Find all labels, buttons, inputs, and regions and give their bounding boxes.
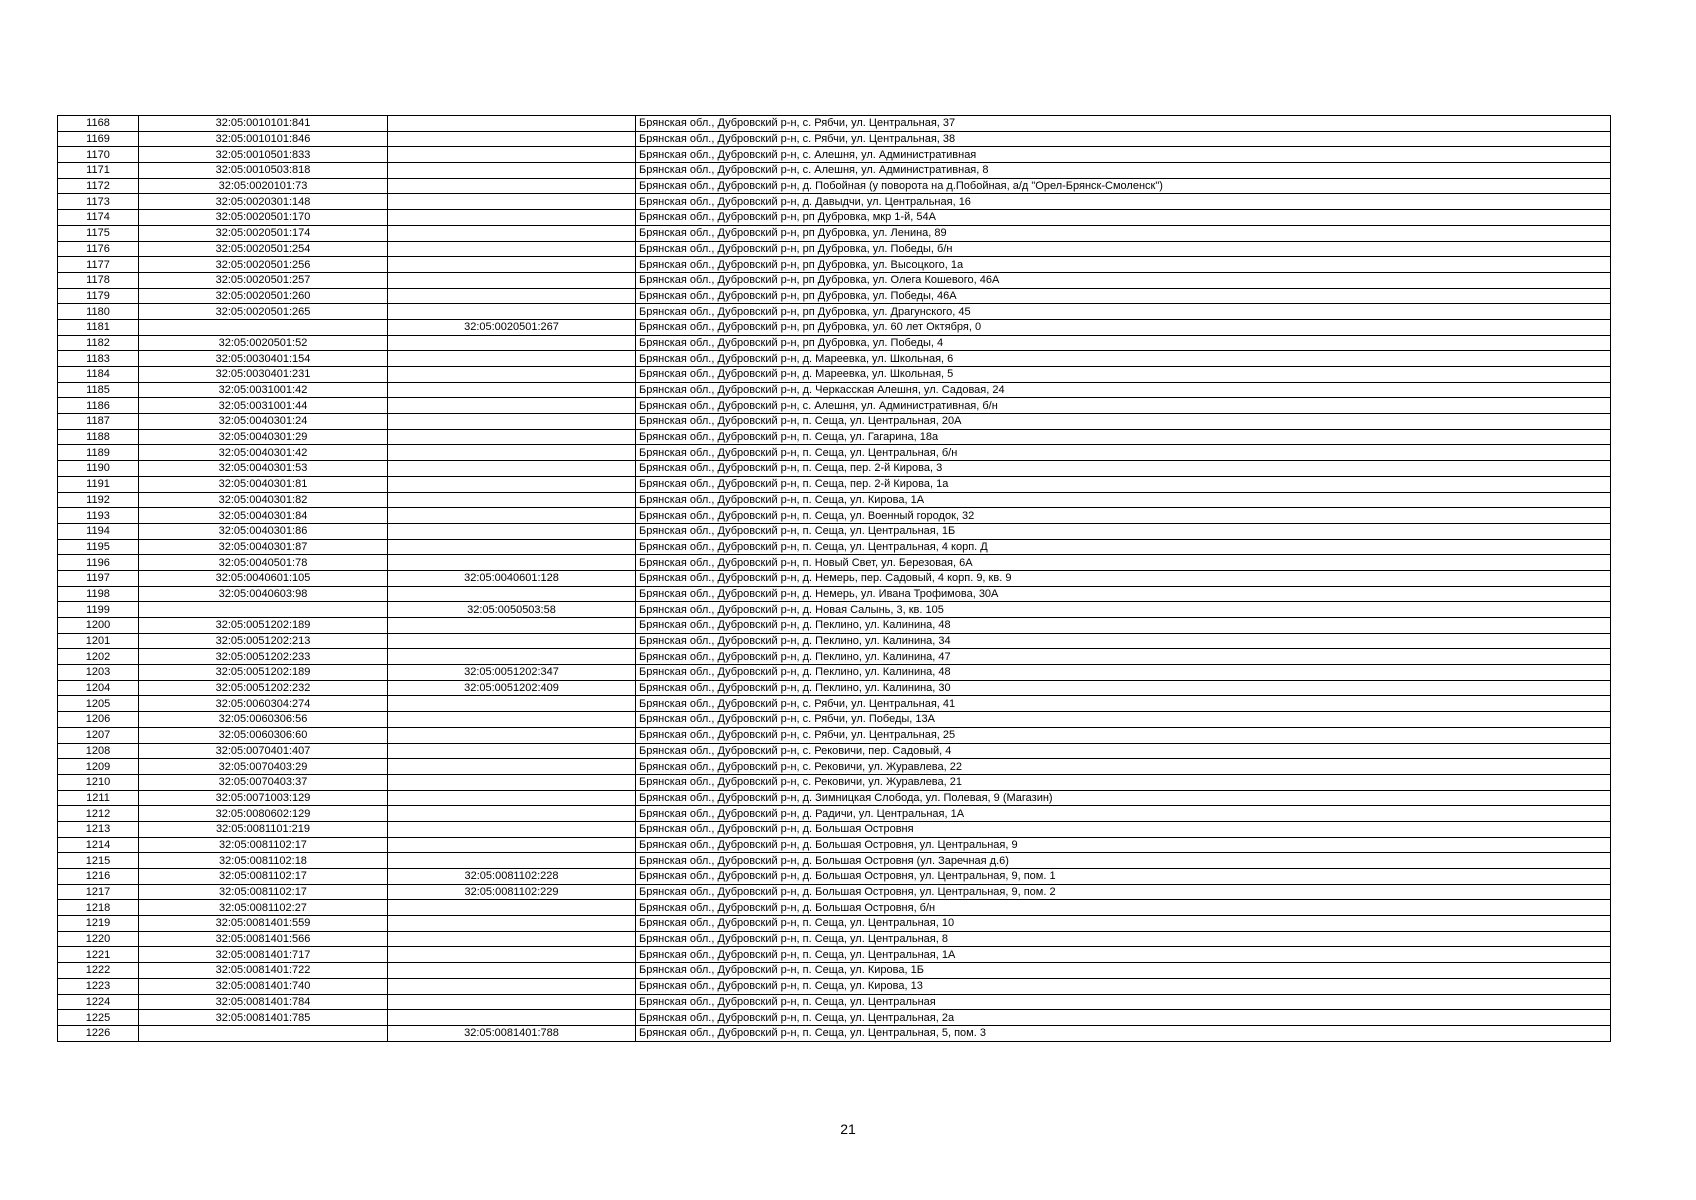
cadastral-number-cell: 32:05:0020501:174 [139, 225, 388, 241]
cadastral-number-cell: 32:05:0081401:785 [139, 1010, 388, 1026]
row-number-cell: 1192 [58, 492, 139, 508]
table-row [58, 900, 1611, 916]
row-number-cell: 1187 [58, 414, 139, 430]
related-cadastral-number-cell [388, 916, 636, 932]
address-cell: Брянская обл., Дубровский р-н, рп Дубровка, ул. Олега Кошевого, 46А [636, 272, 1611, 288]
address-cell: Брянская обл., Дубровский р-н, с. Рябчи, ул. Центральная, 25 [636, 727, 1611, 743]
row-number-cell: 1225 [58, 1010, 139, 1026]
table-row [58, 759, 1611, 775]
related-cadastral-number-cell [388, 633, 636, 649]
related-cadastral-number-cell: 32:05:0050503:58 [388, 602, 636, 618]
row-number-cell: 1220 [58, 931, 139, 947]
table-row [58, 821, 1611, 837]
address-cell: Брянская обл., Дубровский р-н, д. Большая Островня (ул. Заречная д.6) [636, 853, 1611, 869]
related-cadastral-number-cell [388, 288, 636, 304]
related-cadastral-number-cell [388, 178, 636, 194]
table-row [58, 147, 1611, 163]
cadastral-number-cell: 32:05:0081401:784 [139, 994, 388, 1010]
table-row [58, 476, 1611, 492]
cadastral-number-cell: 32:05:0010101:841 [139, 116, 388, 132]
address-cell: Брянская обл., Дубровский р-н, д. Пеклино, ул. Калинина, 30 [636, 680, 1611, 696]
related-cadastral-number-cell [388, 555, 636, 571]
address-cell: Брянская обл., Дубровский р-н, рп Дубровка, ул. Высоцкого, 1а [636, 257, 1611, 273]
cadastral-number-cell: 32:05:0071003:129 [139, 790, 388, 806]
related-cadastral-number-cell [388, 476, 636, 492]
address-cell: Брянская обл., Дубровский р-н, п. Сеща, ул. Кирова, 1А [636, 492, 1611, 508]
cadastral-number-cell: 32:05:0051202:233 [139, 649, 388, 665]
address-cell: Брянская обл., Дубровский р-н, д. Черкасская Алешня, ул. Садовая, 24 [636, 382, 1611, 398]
cadastral-number-cell: 32:05:0020501:256 [139, 257, 388, 273]
table-row [58, 853, 1611, 869]
cadastral-number-cell: 32:05:0070403:29 [139, 759, 388, 775]
related-cadastral-number-cell: 32:05:0040601:128 [388, 570, 636, 586]
related-cadastral-number-cell [388, 304, 636, 320]
cadastral-number-cell: 32:05:0081401:740 [139, 978, 388, 994]
related-cadastral-number-cell [388, 806, 636, 822]
related-cadastral-number-cell [388, 335, 636, 351]
cadastral-number-cell: 32:05:0020501:170 [139, 210, 388, 226]
address-cell: Брянская обл., Дубровский р-н, п. Сеща, ул. Кирова, 1Б [636, 963, 1611, 979]
cadastral-number-cell: 32:05:0081401:722 [139, 963, 388, 979]
table-row [58, 1010, 1611, 1026]
property-table-body [58, 116, 1611, 1042]
related-cadastral-number-cell [388, 759, 636, 775]
cadastral-number-cell: 32:05:0070403:37 [139, 774, 388, 790]
cadastral-number-cell: 32:05:0081102:18 [139, 853, 388, 869]
address-cell: Брянская обл., Дубровский р-н, п. Сеща, ул. Кирова, 13 [636, 978, 1611, 994]
cadastral-number-cell: 32:05:0040301:42 [139, 445, 388, 461]
table-row [58, 539, 1611, 555]
row-number-cell: 1199 [58, 602, 139, 618]
related-cadastral-number-cell [388, 398, 636, 414]
cadastral-number-cell: 32:05:0030401:231 [139, 367, 388, 383]
address-cell: Брянская обл., Дубровский р-н, д. Новая Салынь, 3, кв. 105 [636, 602, 1611, 618]
cadastral-number-cell: 32:05:0051202:189 [139, 665, 388, 681]
table-row [58, 869, 1611, 885]
table-row [58, 194, 1611, 210]
address-cell: Брянская обл., Дубровский р-н, п. Сеща, ул. Центральная, 10 [636, 916, 1611, 932]
table-row [58, 304, 1611, 320]
table-row [58, 649, 1611, 665]
address-cell: Брянская обл., Дубровский р-н, д. Радичи, ул. Центральная, 1А [636, 806, 1611, 822]
address-cell: Брянская обл., Дубровский р-н, рп Дубровка, мкр 1-й, 54А [636, 210, 1611, 226]
table-row [58, 414, 1611, 430]
row-number-cell: 1201 [58, 633, 139, 649]
cadastral-number-cell: 32:05:0031001:44 [139, 398, 388, 414]
table-row [58, 916, 1611, 932]
address-cell: Брянская обл., Дубровский р-н, д. Большая Островня, ул. Центральная, 9 [636, 837, 1611, 853]
table-row [58, 586, 1611, 602]
address-cell: Брянская обл., Дубровский р-н, д. Немерь, ул. Ивана Трофимова, 30А [636, 586, 1611, 602]
row-number-cell: 1193 [58, 508, 139, 524]
table-row [58, 523, 1611, 539]
related-cadastral-number-cell [388, 774, 636, 790]
row-number-cell: 1217 [58, 884, 139, 900]
row-number-cell: 1179 [58, 288, 139, 304]
cadastral-number-cell: 32:05:0020501:254 [139, 241, 388, 257]
row-number-cell: 1197 [58, 570, 139, 586]
related-cadastral-number-cell [388, 131, 636, 147]
cadastral-number-cell: 32:05:0070401:407 [139, 743, 388, 759]
cadastral-number-cell [139, 319, 388, 335]
address-cell: Брянская обл., Дубровский р-н, д. Побойная (у поворота на д.Побойная, а/д "Орел-Брянск-Смоленск") [636, 178, 1611, 194]
row-number-cell: 1207 [58, 727, 139, 743]
related-cadastral-number-cell [388, 367, 636, 383]
address-cell: Брянская обл., Дубровский р-н, д. Большая Островня, ул. Центральная, 9, пом. 1 [636, 869, 1611, 885]
row-number-cell: 1176 [58, 241, 139, 257]
row-number-cell: 1212 [58, 806, 139, 822]
related-cadastral-number-cell [388, 649, 636, 665]
cadastral-number-cell: 32:05:0030401:154 [139, 351, 388, 367]
table-row [58, 163, 1611, 179]
row-number-cell: 1198 [58, 586, 139, 602]
address-cell: Брянская обл., Дубровский р-н, п. Сеща, ул. Военный городок, 32 [636, 508, 1611, 524]
related-cadastral-number-cell [388, 712, 636, 728]
table-row [58, 884, 1611, 900]
related-cadastral-number-cell [388, 1010, 636, 1026]
cadastral-number-cell: 32:05:0051202:189 [139, 618, 388, 634]
table-row [58, 131, 1611, 147]
row-number-cell: 1186 [58, 398, 139, 414]
cadastral-number-cell: 32:05:0010503:818 [139, 163, 388, 179]
related-cadastral-number-cell [388, 900, 636, 916]
table-row [58, 633, 1611, 649]
row-number-cell: 1202 [58, 649, 139, 665]
row-number-cell: 1168 [58, 116, 139, 132]
address-cell: Брянская обл., Дубровский р-н, рп Дубровка, ул. Победы, 4 [636, 335, 1611, 351]
row-number-cell: 1213 [58, 821, 139, 837]
cadastral-number-cell: 32:05:0040301:82 [139, 492, 388, 508]
address-cell: Брянская обл., Дубровский р-н, рп Дубровка, ул. Победы, б/н [636, 241, 1611, 257]
cadastral-number-cell: 32:05:0051202:213 [139, 633, 388, 649]
address-cell: Брянская обл., Дубровский р-н, с. Рябчи, ул. Центральная, 37 [636, 116, 1611, 132]
address-cell: Брянская обл., Дубровский р-н, д. Пеклино, ул. Калинина, 47 [636, 649, 1611, 665]
cadastral-number-cell: 32:05:0081101:219 [139, 821, 388, 837]
table-row [58, 837, 1611, 853]
table-row [58, 555, 1611, 571]
related-cadastral-number-cell [388, 272, 636, 288]
row-number-cell: 1180 [58, 304, 139, 320]
related-cadastral-number-cell [388, 429, 636, 445]
row-number-cell: 1182 [58, 335, 139, 351]
cadastral-number-cell: 32:05:0040301:86 [139, 523, 388, 539]
row-number-cell: 1219 [58, 916, 139, 932]
address-cell: Брянская обл., Дубровский р-н, д. Давыдчи, ул. Центральная, 16 [636, 194, 1611, 210]
related-cadastral-number-cell: 32:05:0081102:228 [388, 869, 636, 885]
address-cell: Брянская обл., Дубровский р-н, п. Сеща, ул. Центральная [636, 994, 1611, 1010]
address-cell: Брянская обл., Дубровский р-н, п. Новый Свет, ул. Березовая, 6А [636, 555, 1611, 571]
row-number-cell: 1177 [58, 257, 139, 273]
row-number-cell: 1222 [58, 963, 139, 979]
address-cell: Брянская обл., Дубровский р-н, д. Зимницкая Слобода, ул. Полевая, 9 (Магазин) [636, 790, 1611, 806]
cadastral-number-cell: 32:05:0060304:274 [139, 696, 388, 712]
related-cadastral-number-cell [388, 116, 636, 132]
related-cadastral-number-cell [388, 492, 636, 508]
row-number-cell: 1208 [58, 743, 139, 759]
address-cell: Брянская обл., Дубровский р-н, д. Большая Островня, ул. Центральная, 9, пом. 2 [636, 884, 1611, 900]
address-cell: Брянская обл., Дубровский р-н, п. Сеща, ул. Центральная, 20А [636, 414, 1611, 430]
cadastral-number-cell: 32:05:0040603:98 [139, 586, 388, 602]
related-cadastral-number-cell [388, 194, 636, 210]
row-number-cell: 1174 [58, 210, 139, 226]
address-cell: Брянская обл., Дубровский р-н, п. Сеща, ул. Центральная, 2а [636, 1010, 1611, 1026]
table-row [58, 367, 1611, 383]
row-number-cell: 1215 [58, 853, 139, 869]
table-row [58, 696, 1611, 712]
related-cadastral-number-cell: 32:05:0051202:409 [388, 680, 636, 696]
row-number-cell: 1172 [58, 178, 139, 194]
cadastral-number-cell: 32:05:0081401:566 [139, 931, 388, 947]
address-cell: Брянская обл., Дубровский р-н, п. Сеща, ул. Центральная, 1А [636, 947, 1611, 963]
address-cell: Брянская обл., Дубровский р-н, п. Сеща, пер. 2-й Кирова, 1а [636, 476, 1611, 492]
address-cell: Брянская обл., Дубровский р-н, п. Сеща, ул. Центральная, 1Б [636, 523, 1611, 539]
table-row [58, 116, 1611, 132]
address-cell: Брянская обл., Дубровский р-н, с. Алешня, ул. Административная, б/н [636, 398, 1611, 414]
table-row [58, 241, 1611, 257]
table-row [58, 712, 1611, 728]
row-number-cell: 1226 [58, 1025, 139, 1041]
address-cell: Брянская обл., Дубровский р-н, д. Мареевка, ул. Школьная, 5 [636, 367, 1611, 383]
table-row [58, 461, 1611, 477]
page-number: 21 [840, 1121, 856, 1137]
address-cell: Брянская обл., Дубровский р-н, рп Дубровка, ул. Драгунского, 45 [636, 304, 1611, 320]
cadastral-number-cell: 32:05:0040501:78 [139, 555, 388, 571]
table-row [58, 351, 1611, 367]
cadastral-number-cell: 32:05:0040301:84 [139, 508, 388, 524]
cadastral-number-cell: 32:05:0081102:17 [139, 884, 388, 900]
related-cadastral-number-cell [388, 351, 636, 367]
cadastral-number-cell: 32:05:0020101:73 [139, 178, 388, 194]
row-number-cell: 1214 [58, 837, 139, 853]
table-row [58, 727, 1611, 743]
row-number-cell: 1183 [58, 351, 139, 367]
row-number-cell: 1188 [58, 429, 139, 445]
related-cadastral-number-cell [388, 994, 636, 1010]
table-row [58, 963, 1611, 979]
table-row [58, 618, 1611, 634]
cadastral-number-cell: 32:05:0081401:717 [139, 947, 388, 963]
cadastral-number-cell: 32:05:0080602:129 [139, 806, 388, 822]
cadastral-number-cell: 32:05:0040301:24 [139, 414, 388, 430]
address-cell: Брянская обл., Дубровский р-н, п. Сеща, ул. Центральная, 8 [636, 931, 1611, 947]
address-cell: Брянская обл., Дубровский р-н, п. Сеща, ул. Центральная, б/н [636, 445, 1611, 461]
related-cadastral-number-cell: 32:05:0081102:229 [388, 884, 636, 900]
row-number-cell: 1205 [58, 696, 139, 712]
row-number-cell: 1184 [58, 367, 139, 383]
row-number-cell: 1175 [58, 225, 139, 241]
address-cell: Брянская обл., Дубровский р-н, рп Дубровка, ул. Ленина, 89 [636, 225, 1611, 241]
cadastral-number-cell [139, 1025, 388, 1041]
table-row [58, 288, 1611, 304]
table-row [58, 319, 1611, 335]
related-cadastral-number-cell [388, 821, 636, 837]
table-row [58, 602, 1611, 618]
address-cell: Брянская обл., Дубровский р-н, д. Немерь, пер. Садовый, 4 корп. 9, кв. 9 [636, 570, 1611, 586]
row-number-cell: 1196 [58, 555, 139, 571]
related-cadastral-number-cell [388, 539, 636, 555]
related-cadastral-number-cell [388, 461, 636, 477]
property-table [57, 115, 1611, 1042]
row-number-cell: 1191 [58, 476, 139, 492]
address-cell: Брянская обл., Дубровский р-н, с. Алешня, ул. Административная, 8 [636, 163, 1611, 179]
row-number-cell: 1218 [58, 900, 139, 916]
cadastral-number-cell: 32:05:0020301:148 [139, 194, 388, 210]
table-row [58, 570, 1611, 586]
row-number-cell: 1204 [58, 680, 139, 696]
related-cadastral-number-cell [388, 210, 636, 226]
row-number-cell: 1209 [58, 759, 139, 775]
related-cadastral-number-cell [388, 257, 636, 273]
row-number-cell: 1190 [58, 461, 139, 477]
related-cadastral-number-cell [388, 727, 636, 743]
table-row [58, 492, 1611, 508]
cadastral-number-cell: 32:05:0020501:257 [139, 272, 388, 288]
table-row [58, 445, 1611, 461]
related-cadastral-number-cell [388, 241, 636, 257]
table-row [58, 335, 1611, 351]
row-number-cell: 1210 [58, 774, 139, 790]
address-cell: Брянская обл., Дубровский р-н, с. Рябчи, ул. Центральная, 38 [636, 131, 1611, 147]
related-cadastral-number-cell [388, 618, 636, 634]
cadastral-number-cell: 32:05:0010501:833 [139, 147, 388, 163]
related-cadastral-number-cell [388, 414, 636, 430]
cadastral-number-cell: 32:05:0040301:81 [139, 476, 388, 492]
cadastral-number-cell: 32:05:0020501:260 [139, 288, 388, 304]
table-row [58, 947, 1611, 963]
cadastral-number-cell: 32:05:0040301:29 [139, 429, 388, 445]
address-cell: Брянская обл., Дубровский р-н, с. Рековичи, пер. Садовый, 4 [636, 743, 1611, 759]
cadastral-number-cell: 32:05:0081102:17 [139, 837, 388, 853]
table-row [58, 210, 1611, 226]
row-number-cell: 1206 [58, 712, 139, 728]
row-number-cell: 1221 [58, 947, 139, 963]
table-row [58, 931, 1611, 947]
address-cell: Брянская обл., Дубровский р-н, д. Мареевка, ул. Школьная, 6 [636, 351, 1611, 367]
row-number-cell: 1224 [58, 994, 139, 1010]
table-row [58, 774, 1611, 790]
table-row [58, 178, 1611, 194]
row-number-cell: 1194 [58, 523, 139, 539]
address-cell: Брянская обл., Дубровский р-н, д. Большая Островня [636, 821, 1611, 837]
table-row [58, 743, 1611, 759]
row-number-cell: 1211 [58, 790, 139, 806]
address-cell: Брянская обл., Дубровский р-н, с. Рябчи, ул. Центральная, 41 [636, 696, 1611, 712]
related-cadastral-number-cell [388, 790, 636, 806]
related-cadastral-number-cell [388, 508, 636, 524]
table-row [58, 398, 1611, 414]
address-cell: Брянская обл., Дубровский р-н, д. Пеклино, ул. Калинина, 48 [636, 618, 1611, 634]
table-row [58, 272, 1611, 288]
cadastral-number-cell: 32:05:0081401:559 [139, 916, 388, 932]
table-row [58, 680, 1611, 696]
table-row [58, 665, 1611, 681]
cadastral-number-cell: 32:05:0040301:53 [139, 461, 388, 477]
cadastral-number-cell: 32:05:0010101:846 [139, 131, 388, 147]
address-cell: Брянская обл., Дубровский р-н, д. Большая Островня, б/н [636, 900, 1611, 916]
address-cell: Брянская обл., Дубровский р-н, п. Сеща, ул. Центральная, 5, пом. 3 [636, 1025, 1611, 1041]
cadastral-number-cell: 32:05:0031001:42 [139, 382, 388, 398]
table-row [58, 508, 1611, 524]
address-cell: Брянская обл., Дубровский р-н, с. Рековичи, ул. Журавлева, 21 [636, 774, 1611, 790]
table-row [58, 1025, 1611, 1041]
related-cadastral-number-cell [388, 696, 636, 712]
cadastral-number-cell: 32:05:0051202:232 [139, 680, 388, 696]
row-number-cell: 1169 [58, 131, 139, 147]
row-number-cell: 1195 [58, 539, 139, 555]
cadastral-number-cell: 32:05:0040301:87 [139, 539, 388, 555]
table-row [58, 978, 1611, 994]
address-cell: Брянская обл., Дубровский р-н, рп Дубровка, ул. Победы, 46А [636, 288, 1611, 304]
cadastral-number-cell: 32:05:0060306:56 [139, 712, 388, 728]
related-cadastral-number-cell: 32:05:0020501:267 [388, 319, 636, 335]
related-cadastral-number-cell [388, 225, 636, 241]
related-cadastral-number-cell [388, 586, 636, 602]
row-number-cell: 1178 [58, 272, 139, 288]
related-cadastral-number-cell [388, 743, 636, 759]
cadastral-number-cell: 32:05:0020501:265 [139, 304, 388, 320]
row-number-cell: 1216 [58, 869, 139, 885]
row-number-cell: 1203 [58, 665, 139, 681]
address-cell: Брянская обл., Дубровский р-н, д. Пеклино, ул. Калинина, 48 [636, 665, 1611, 681]
table-row [58, 790, 1611, 806]
row-number-cell: 1171 [58, 163, 139, 179]
related-cadastral-number-cell [388, 163, 636, 179]
table-row [58, 429, 1611, 445]
address-cell: Брянская обл., Дубровский р-н, п. Сеща, пер. 2-й Кирова, 3 [636, 461, 1611, 477]
row-number-cell: 1170 [58, 147, 139, 163]
related-cadastral-number-cell [388, 963, 636, 979]
table-row [58, 225, 1611, 241]
related-cadastral-number-cell [388, 978, 636, 994]
address-cell: Брянская обл., Дубровский р-н, п. Сеща, ул. Центральная, 4 корп. Д [636, 539, 1611, 555]
address-cell: Брянская обл., Дубровский р-н, с. Алешня, ул. Административная [636, 147, 1611, 163]
address-cell: Брянская обл., Дубровский р-н, с. Рябчи, ул. Победы, 13А [636, 712, 1611, 728]
address-cell: Брянская обл., Дубровский р-н, д. Пеклино, ул. Калинина, 34 [636, 633, 1611, 649]
related-cadastral-number-cell [388, 931, 636, 947]
row-number-cell: 1200 [58, 618, 139, 634]
row-number-cell: 1189 [58, 445, 139, 461]
table-row [58, 382, 1611, 398]
cadastral-number-cell: 32:05:0060306:60 [139, 727, 388, 743]
related-cadastral-number-cell [388, 382, 636, 398]
cadastral-number-cell: 32:05:0081102:27 [139, 900, 388, 916]
address-cell: Брянская обл., Дубровский р-н, п. Сеща, ул. Гагарина, 18а [636, 429, 1611, 445]
cadastral-number-cell: 32:05:0020501:52 [139, 335, 388, 351]
row-number-cell: 1173 [58, 194, 139, 210]
address-cell: Брянская обл., Дубровский р-н, с. Рековичи, ул. Журавлева, 22 [636, 759, 1611, 775]
related-cadastral-number-cell [388, 853, 636, 869]
cadastral-number-cell: 32:05:0081102:17 [139, 869, 388, 885]
related-cadastral-number-cell [388, 523, 636, 539]
related-cadastral-number-cell [388, 837, 636, 853]
related-cadastral-number-cell [388, 947, 636, 963]
table-row [58, 806, 1611, 822]
table-row [58, 257, 1611, 273]
related-cadastral-number-cell [388, 147, 636, 163]
row-number-cell: 1223 [58, 978, 139, 994]
related-cadastral-number-cell [388, 445, 636, 461]
related-cadastral-number-cell: 32:05:0051202:347 [388, 665, 636, 681]
address-cell: Брянская обл., Дубровский р-н, рп Дубровка, ул. 60 лет Октября, 0 [636, 319, 1611, 335]
related-cadastral-number-cell: 32:05:0081401:788 [388, 1025, 636, 1041]
row-number-cell: 1185 [58, 382, 139, 398]
row-number-cell: 1181 [58, 319, 139, 335]
table-row [58, 994, 1611, 1010]
cadastral-number-cell [139, 602, 388, 618]
cadastral-number-cell: 32:05:0040601:105 [139, 570, 388, 586]
